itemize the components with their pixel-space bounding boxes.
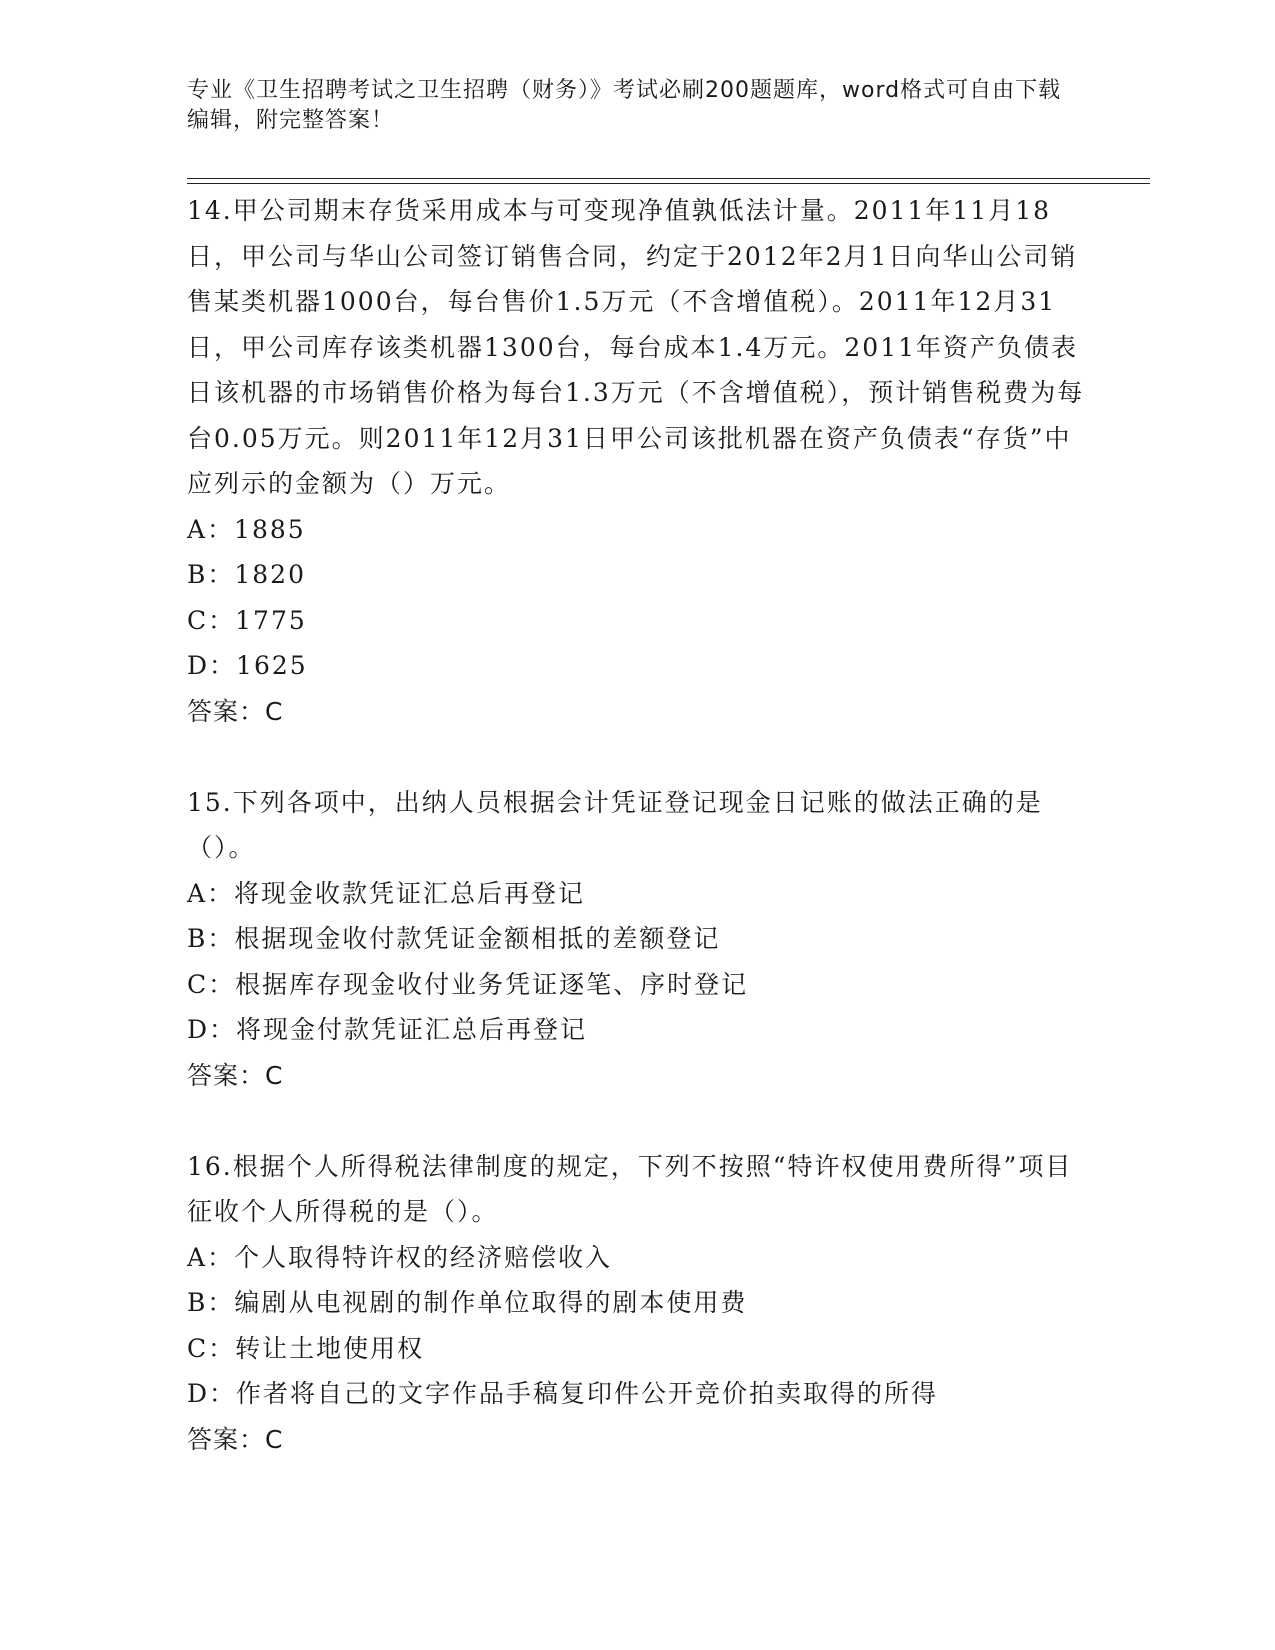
question-list <box>187 188 1087 1462</box>
question-stem: 16.根据个人所得税法律制度的规定，下列不按照“特许权使用费所得”项目征收个人所得税的是（）。 <box>187 1151 1073 1226</box>
option-c: C：1775 <box>187 605 307 635</box>
option-d: D：作者将自己的文字作品手稿复印件公开竞价拍卖取得的所得 <box>187 1379 939 1408</box>
question-14 <box>187 188 1087 734</box>
question-spacer <box>187 734 1087 780</box>
option-b: B：1820 <box>187 560 306 589</box>
option-c: C：根据库存现金收付业务凭证逐笔、序时登记 <box>187 969 749 999</box>
question-15 <box>187 780 1087 1099</box>
question-stem: 14.甲公司期末存货采用成本与可变现净值孰低法计量。2011年11月18日，甲公司与华山公司签订销售合同，约定于2012年2月1日向华山公司销售某类机器1000台，每台售价1.5万元（不含增值税）。2011年12月31日，甲公司库存该类机器1300台，每台成本1.4万元。2011年资产负债表日该机器的市场销售价格为每台1.3万元（不含增值税），预计销售税费为每台0.05万元。则2011年12月31日甲公司该批机器在资产负债表“存货”中应列示的金额为（）万元。 <box>187 196 1085 498</box>
question-spacer <box>187 1098 1087 1144</box>
header-rule-top <box>187 178 1150 179</box>
question-stem: 15.下列各项中，出纳人员根据会计凭证登记现金日记账的做法正确的是（）。 <box>187 787 1043 862</box>
answer: 答案：C <box>187 696 284 726</box>
option-d: D：将现金付款凭证汇总后再登记 <box>187 1015 588 1044</box>
answer: 答案：C <box>187 1060 284 1090</box>
header-rule-bottom <box>187 183 1150 184</box>
option-a: A：1885 <box>187 514 306 544</box>
option-b: B：编剧从电视剧的制作单位取得的剧本使用费 <box>187 1288 748 1317</box>
option-a: A：个人取得特许权的经济赔偿收入 <box>187 1242 613 1272</box>
answer: 答案：C <box>187 1424 284 1454</box>
page-header: 专业《卫生招聘考试之卫生招聘（财务）》考试必刷200题题库，word格式可自由下载编辑，附完整答案！ <box>187 78 1062 133</box>
question-16 <box>187 1144 1087 1463</box>
option-b: B：根据现金收付款凭证金额相抵的差额登记 <box>187 924 721 953</box>
option-a: A：将现金收款凭证汇总后再登记 <box>187 878 586 908</box>
option-d: D：1625 <box>187 651 308 680</box>
option-c: C：转让土地使用权 <box>187 1333 425 1363</box>
